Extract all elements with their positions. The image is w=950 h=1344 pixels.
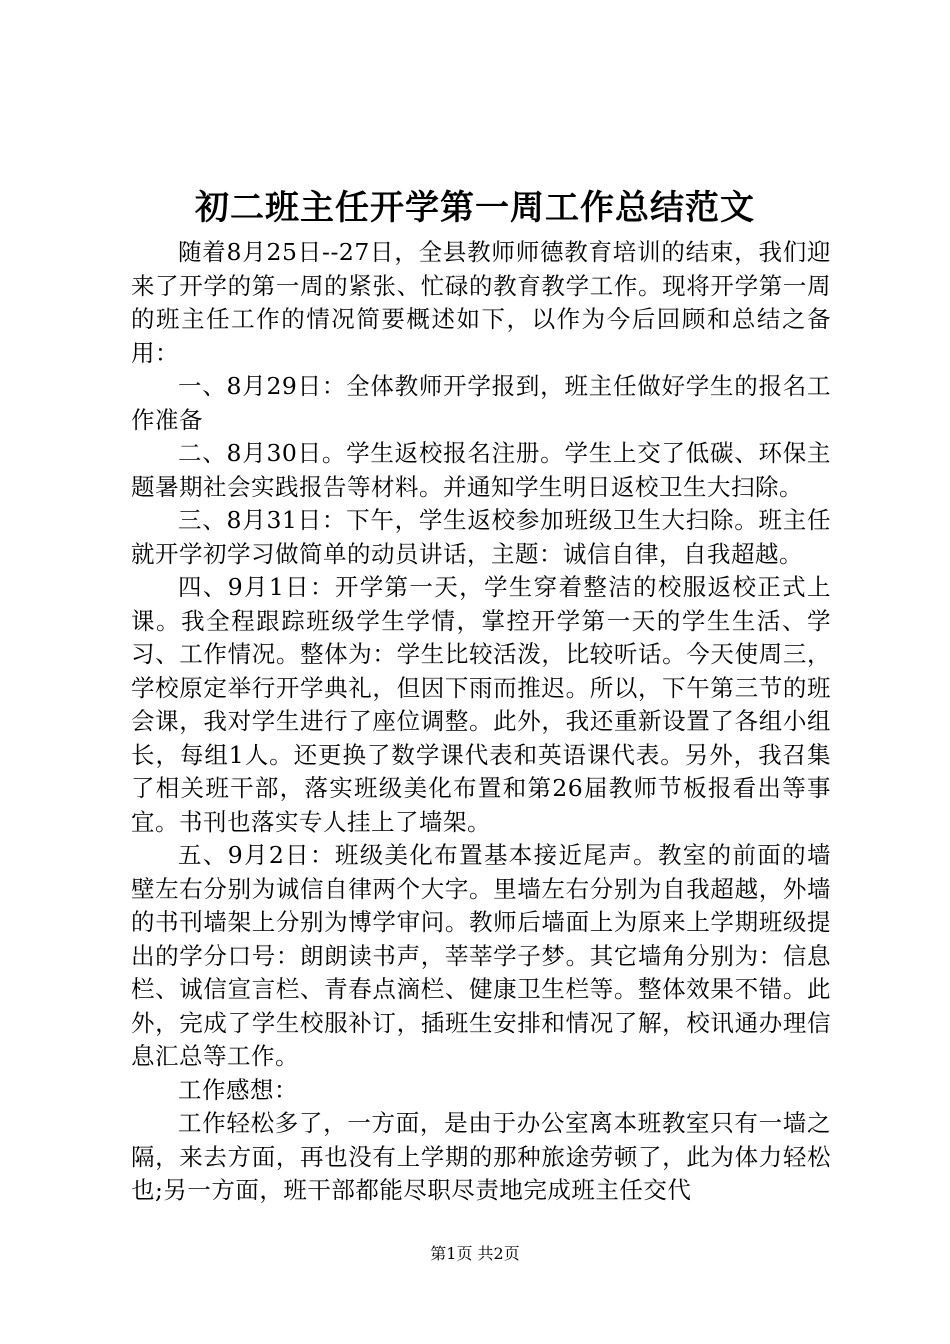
paragraph-reflection: 工作轻松多了，一方面，是由于办公室离本班教室只有一墙之隔，来去方面，再也没有上学期的那种旅途劳顿了，此为体力轻松也;另一方面，班干部都能尽职尽责地完成班主任交代 (131, 1109, 831, 1204)
document-title: 初二班主任开学第一周工作总结范文 (195, 188, 755, 228)
paragraph-intro: 随着8月25日--27日，全县教师师德教育培训的结束，我们迎来了开学的第一周的紧张、忙碌的教育教学工作。现将开学第一周的班主任工作的情况简要概述如下，以作为今后回顾和总结之备用： (131, 238, 831, 367)
document-body (131, 236, 831, 1208)
paragraph-item-2: 二、8月30日。学生返校报名注册。学生上交了低碳、环保主题暑期社会实践报告等材料。并通知学生明日返校卫生大扫除。 (131, 439, 831, 501)
paragraph-reflection-heading: 工作感想： (178, 1075, 298, 1104)
paragraph-item-3: 三、8月31日：下午，学生返校参加班级卫生大扫除。班主任就开学初学习做简单的动员讲话，主题：诚信自律，自我超越。 (131, 506, 831, 568)
paragraph-item-5: 五、9月2日：班级美化布置基本接近尾声。教室的前面的墙壁左右分别为诚信自律两个大字。里墙左右分别为自我超越，外墙的书刊墙架上分别为博学审问。教师后墙面上为原来上学期班级提出的学分口号：朗朗读书声，莘莘学子梦。其它墙角分别为：信息栏、诚信宣言栏、青春点滴栏、健康卫生栏等。整体效果不错。此外，完成了学生校服补订，插班生安排和情况了解，校讯通办理信息汇总等工作。 (131, 841, 831, 1070)
paragraph-item-1: 一、8月29日：全体教师开学报到，班主任做好学生的报名工作准备 (131, 372, 831, 434)
paragraph-item-4: 四、9月1日：开学第一天，学生穿着整洁的校服返校正式上课。我全程跟踪班级学生学情，掌控开学第一天的学生生活、学习、工作情况。整体为：学生比较活泼，比较听话。今天使周三，学校原定举行开学典礼，但因下雨而推迟。所以，下午第三节的班会课，我对学生进行了座位调整。此外，我还重新设置了各组小组长，每组1人。还更换了数学课代表和英语课代表。另外，我召集了相关班干部，落实班级美化布置和第26届教师节板报看出等事宜。书刊也落实专人挂上了墙架。 (131, 573, 831, 836)
page-footer: 第1页 共2页 (430, 1244, 520, 1263)
